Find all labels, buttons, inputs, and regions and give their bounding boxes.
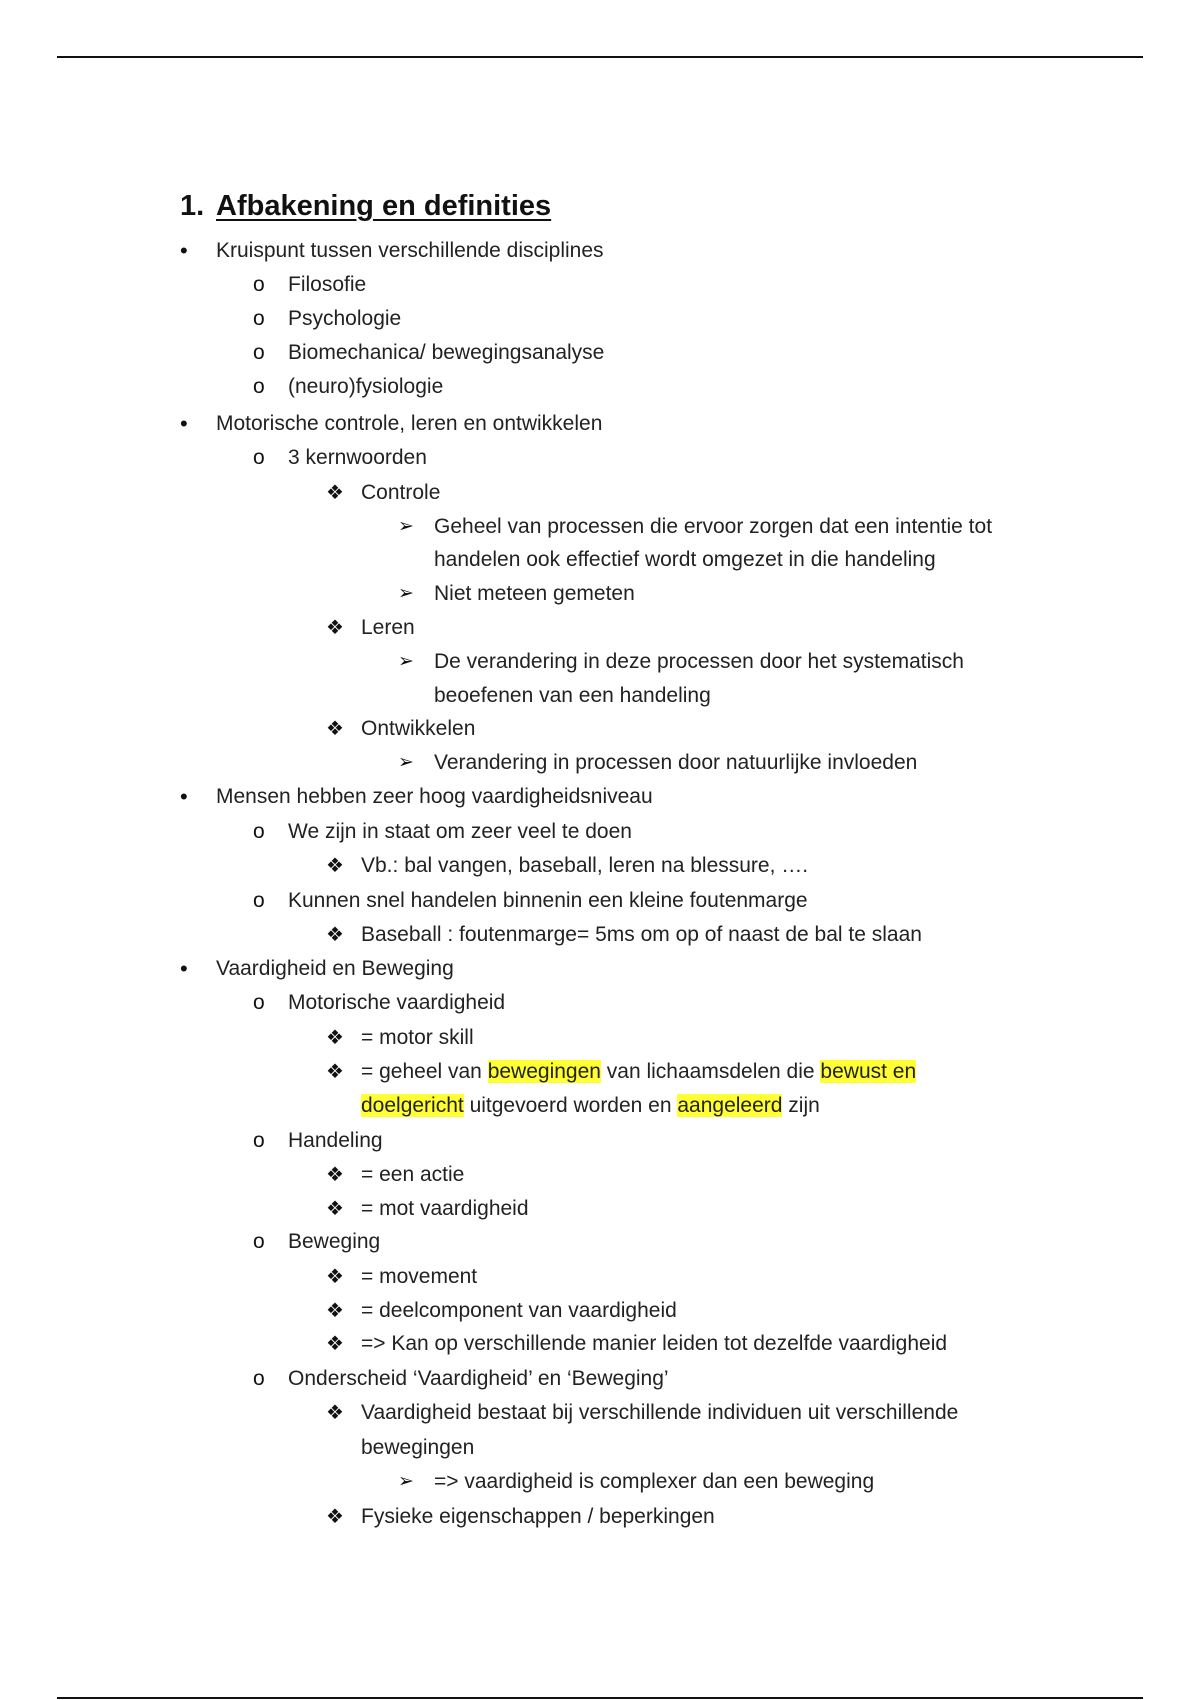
list-item: Fysieke eigenschappen / beperkingen bbox=[361, 1505, 715, 1528]
text-run: zijn bbox=[782, 1094, 820, 1117]
circle-marker: o bbox=[253, 446, 265, 469]
list-item: Onderscheid ‘Vaardigheid’ en ‘Beweging’ bbox=[288, 1367, 669, 1390]
star-marker: ❖ bbox=[326, 718, 344, 740]
list-item: Vb.: bal vangen, baseball, leren na blessure, …. bbox=[361, 854, 809, 877]
list-item: = mot vaardigheid bbox=[361, 1197, 529, 1220]
list-item: De verandering in deze processen door het systematisch bbox=[434, 650, 964, 673]
circle-marker: o bbox=[253, 273, 265, 296]
list-item: Filosofie bbox=[288, 273, 367, 296]
arrow-marker: ➢ bbox=[398, 583, 414, 604]
list-item: Ontwikkelen bbox=[361, 717, 476, 740]
list-item: Geheel van processen die ervoor zorgen dat een intentie tot bbox=[434, 515, 993, 538]
circle-marker: o bbox=[253, 1367, 265, 1390]
star-marker: ❖ bbox=[326, 1333, 344, 1355]
star-marker: ❖ bbox=[326, 1061, 344, 1083]
list-item-continuation: bewegingen bbox=[361, 1436, 475, 1459]
list-item: Vaardigheid en Beweging bbox=[216, 957, 454, 980]
circle-marker: o bbox=[253, 375, 265, 398]
list-item: Psychologie bbox=[288, 307, 402, 330]
star-marker: ❖ bbox=[326, 1506, 344, 1528]
star-marker: ❖ bbox=[326, 1027, 344, 1049]
circle-marker: o bbox=[253, 889, 265, 912]
list-item: Beweging bbox=[288, 1230, 381, 1253]
bullet-marker: • bbox=[180, 784, 188, 809]
arrow-marker: ➢ bbox=[398, 1471, 414, 1492]
text-run: van lichaamsdelen die bbox=[600, 1060, 821, 1083]
list-item: Handeling bbox=[288, 1129, 383, 1152]
star-marker: ❖ bbox=[326, 1198, 344, 1220]
bullet-marker: • bbox=[180, 238, 188, 263]
arrow-marker: ➢ bbox=[398, 651, 414, 672]
circle-marker: o bbox=[253, 307, 265, 330]
list-item: = een actie bbox=[361, 1163, 465, 1186]
star-marker: ❖ bbox=[326, 924, 344, 946]
arrow-marker: ➢ bbox=[398, 752, 414, 773]
list-item: Verandering in processen door natuurlijke invloeden bbox=[434, 751, 918, 774]
list-item: Leren bbox=[361, 616, 415, 639]
arrow-marker: ➢ bbox=[398, 516, 414, 537]
highlighted-text: doelgericht bbox=[361, 1094, 464, 1117]
list-item: Motorische vaardigheid bbox=[288, 991, 506, 1014]
list-item: Kunnen snel handelen binnenin een kleine foutenmarge bbox=[288, 889, 808, 912]
text-run: uitgevoerd worden en bbox=[463, 1094, 678, 1117]
highlighted-text: aangeleerd bbox=[677, 1094, 783, 1117]
bullet-marker: • bbox=[180, 956, 188, 981]
footer-rule bbox=[57, 1697, 1143, 1699]
star-marker: ❖ bbox=[326, 482, 344, 504]
star-marker: ❖ bbox=[326, 1402, 344, 1424]
list-item: Controle bbox=[361, 481, 441, 504]
section-heading bbox=[180, 190, 551, 223]
list-item: Biomechanica/ bewegingsanalyse bbox=[288, 341, 605, 364]
list-item: Niet meteen gemeten bbox=[434, 582, 635, 605]
bullet-marker: • bbox=[180, 411, 188, 436]
list-item: Mensen hebben zeer hoog vaardigheidsniveau bbox=[216, 785, 653, 808]
star-marker: ❖ bbox=[326, 855, 344, 877]
list-item: Kruispunt tussen verschillende disciplines bbox=[216, 239, 604, 262]
list-item: => vaardigheid is complexer dan een beweging bbox=[434, 1470, 875, 1493]
list-item: 3 kernwoorden bbox=[288, 446, 427, 469]
circle-marker: o bbox=[253, 820, 265, 843]
list-item: = motor skill bbox=[361, 1026, 474, 1049]
list-item: Baseball : foutenmarge= 5ms om op of naast de bal te slaan bbox=[361, 923, 922, 946]
section-number: 1. bbox=[180, 190, 205, 222]
star-marker: ❖ bbox=[326, 1266, 344, 1288]
highlighted-text: bewegingen bbox=[487, 1060, 601, 1083]
text-run: = geheel van bbox=[361, 1060, 488, 1083]
circle-marker: o bbox=[253, 1230, 265, 1253]
list-item: Vaardigheid bestaat bij verschillende individuen uit verschillende bbox=[361, 1401, 959, 1424]
section-title: Afbakening en definities bbox=[216, 190, 552, 222]
circle-marker: o bbox=[253, 991, 265, 1014]
circle-marker: o bbox=[253, 1129, 265, 1152]
list-item-highlighted bbox=[361, 1057, 916, 1087]
circle-marker: o bbox=[253, 341, 265, 364]
list-item: => Kan op verschillende manier leiden tot dezelfde vaardigheid bbox=[361, 1332, 948, 1355]
list-item: Motorische controle, leren en ontwikkelen bbox=[216, 412, 603, 435]
list-item-continuation bbox=[361, 1091, 820, 1121]
star-marker: ❖ bbox=[326, 1164, 344, 1186]
list-item: = deelcomponent van vaardigheid bbox=[361, 1299, 677, 1322]
list-item: We zijn in staat om zeer veel te doen bbox=[288, 820, 632, 843]
star-marker: ❖ bbox=[326, 617, 344, 639]
star-marker: ❖ bbox=[326, 1300, 344, 1322]
highlighted-text: bewust en bbox=[820, 1060, 917, 1083]
list-item-continuation: beoefenen van een handeling bbox=[434, 684, 711, 707]
list-item-continuation: handelen ook effectief wordt omgezet in die handeling bbox=[434, 548, 936, 571]
list-item: = movement bbox=[361, 1265, 478, 1288]
list-item: (neuro)fysiologie bbox=[288, 375, 444, 398]
